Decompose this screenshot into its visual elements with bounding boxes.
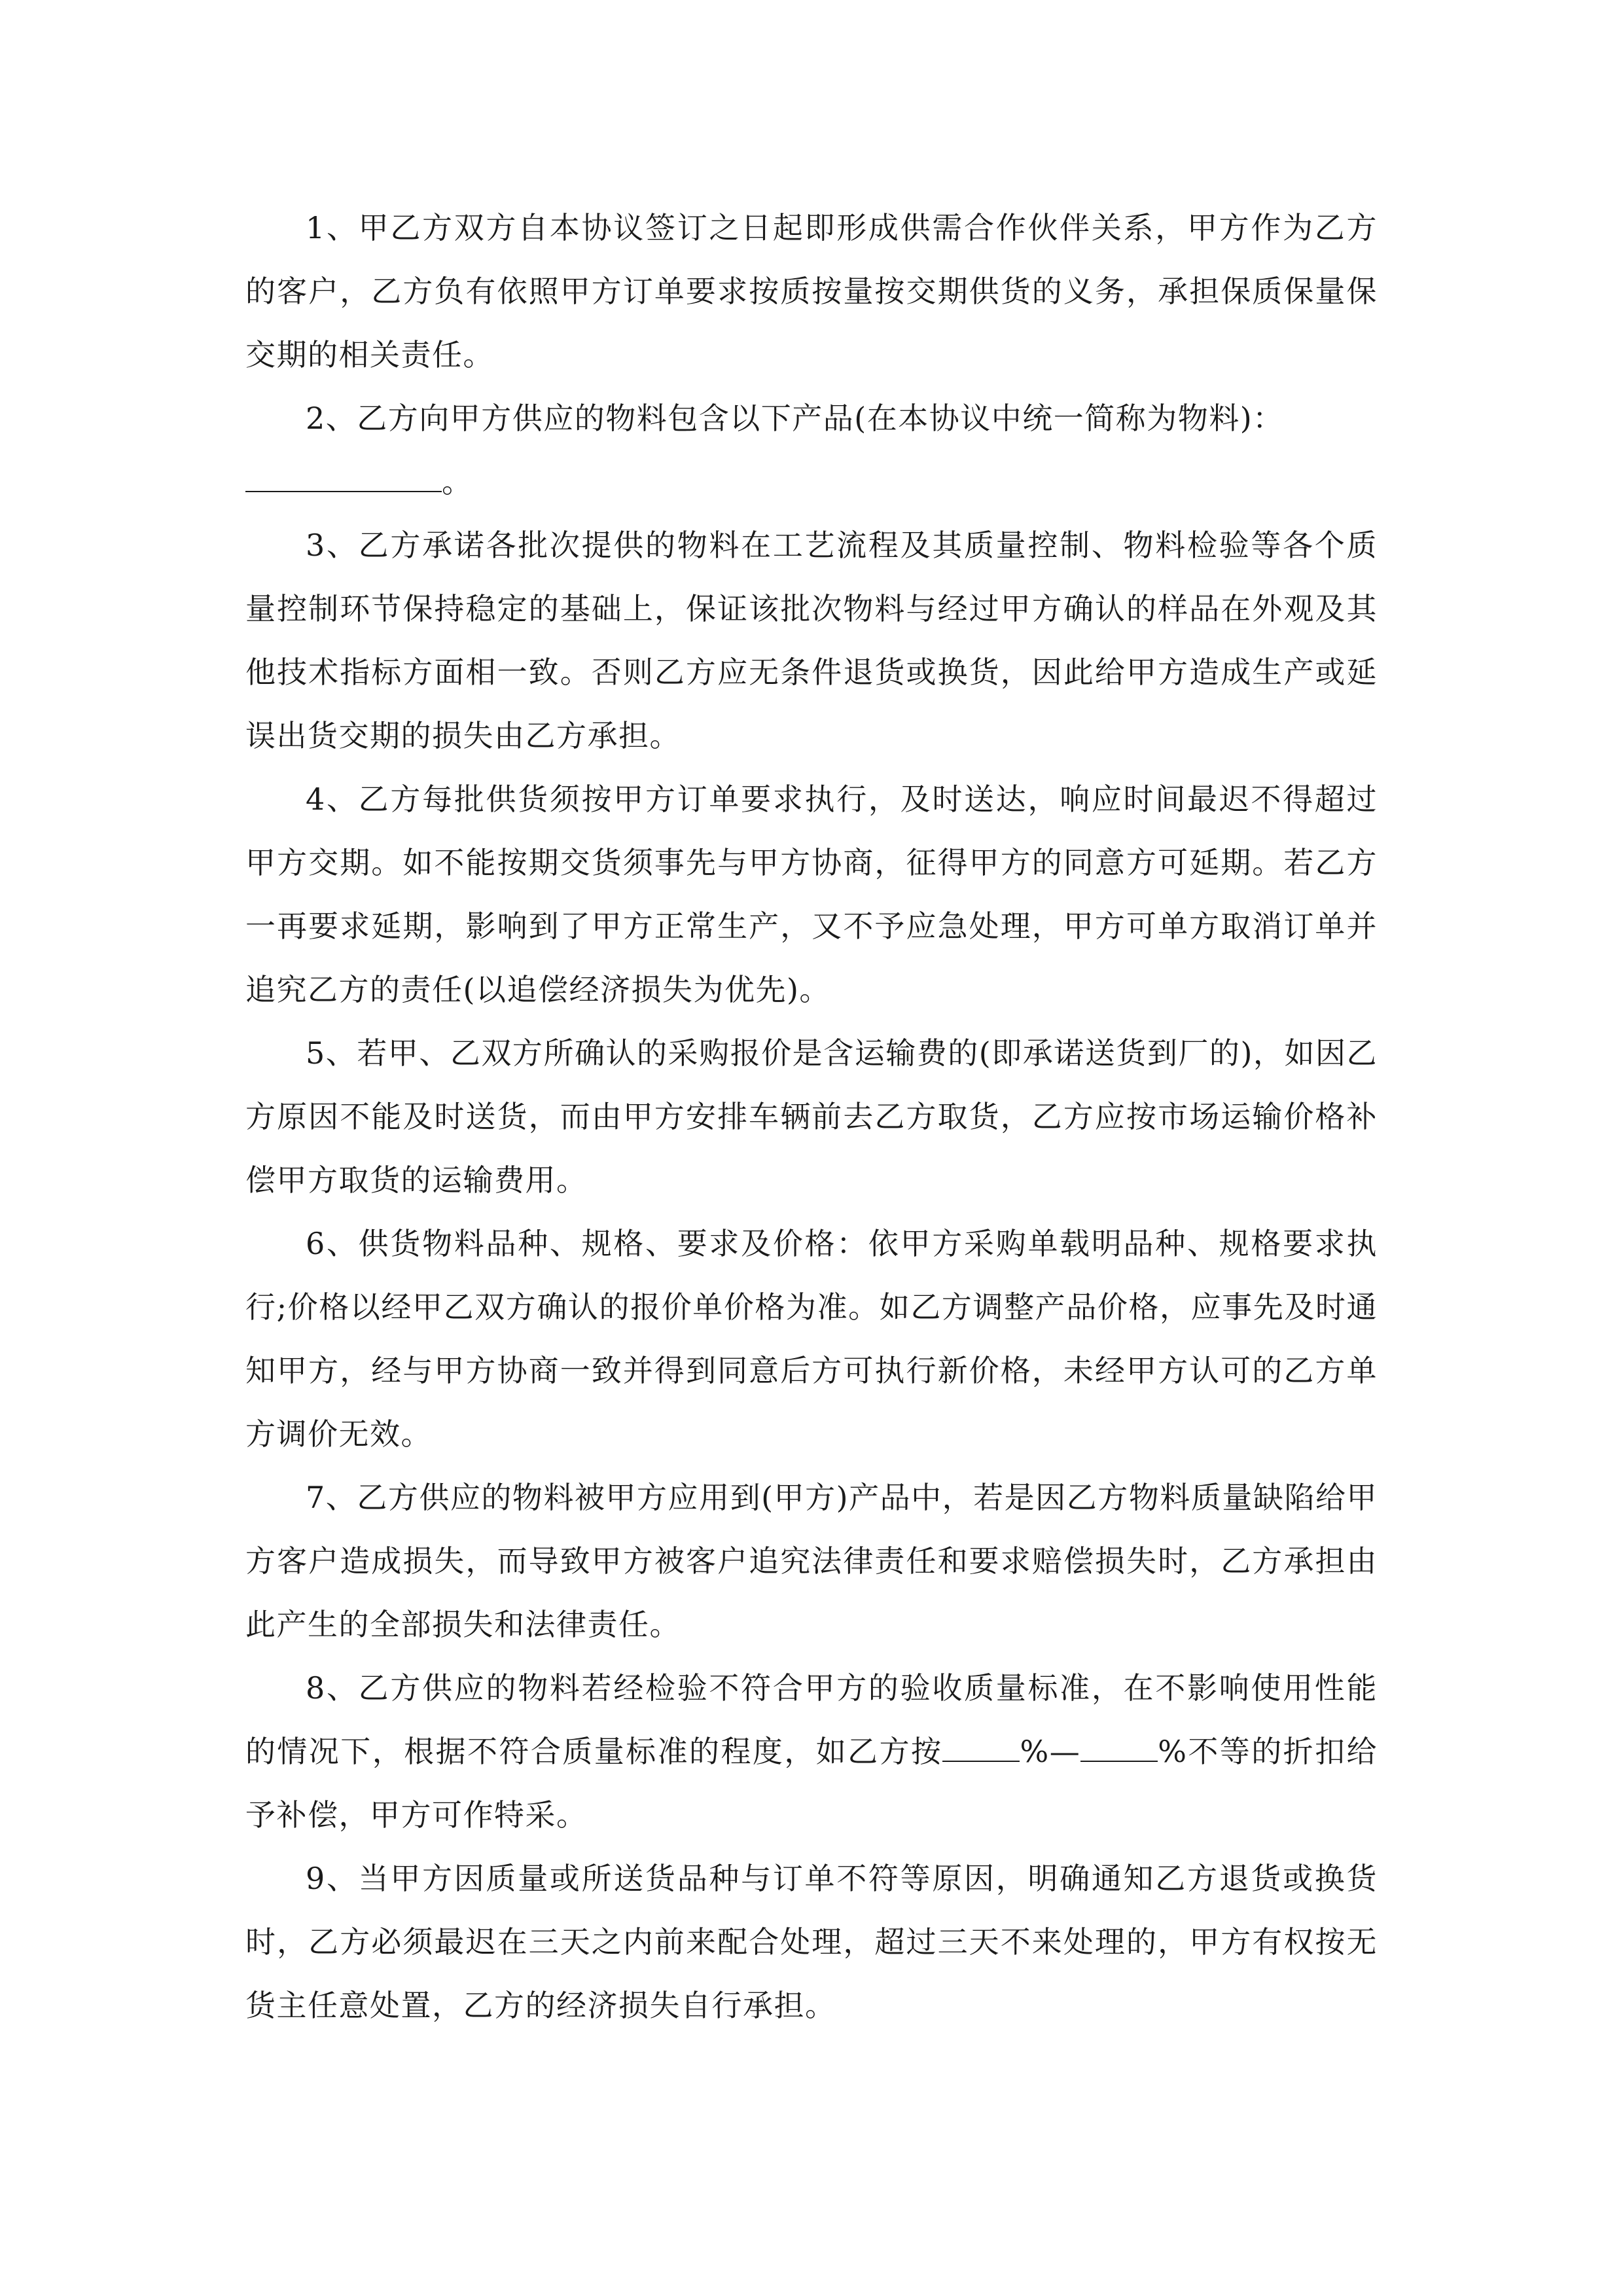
clause-8-text-mid: %— — [1020, 1734, 1081, 1769]
discount-max-blank[interactable] — [1080, 1734, 1158, 1762]
discount-min-blank[interactable] — [942, 1734, 1020, 1762]
clause-4-text: 4、乙方每批供货须按甲方订单要求执行，及时送达，响应时间最迟不得超过甲方交期。如不能按期交货须事先与甲方协商，征得甲方的同意方可延期。若乙方一再要求延期，影响到了甲方正常生产，又不予应急处理，甲方可单方取消订单并追究乙方的责任(以追偿经济损失为优先)。 — [245, 781, 1378, 1007]
clause-7 — [245, 1466, 1378, 1657]
clause-9-text: 9、当甲方因质量或所送货品种与订单不符等原因，明确通知乙方退货或换货时，乙方必须最迟在三天之内前来配合处理，超过三天不来处理的，甲方有权按无货主任意处置，乙方的经济损失自行承担。 — [245, 1861, 1378, 2023]
clause-6-text: 6、供货物料品种、规格、要求及价格：依甲方采购单载明品种、规格要求执行;价格以经甲乙双方确认的报价单价格为准。如乙方调整产品价格，应事先及时通知甲方，经与甲方协商一致并得到同意后方可执行新价格，未经甲方认可的乙方单方调价无效。 — [245, 1226, 1378, 1452]
clause-8 — [245, 1657, 1378, 1847]
clause-2 — [245, 387, 1378, 450]
clause-8-text-before: 8、乙方供应的物料若经检验不符合甲方的验收质量标准，在不影响使用性能的情况下，根据不符合质量标准的程度，如乙方按 — [245, 1670, 1378, 1769]
product-list-blank[interactable] — [245, 465, 442, 492]
clause-3-text: 3、乙方承诺各批次提供的物料在工艺流程及其质量控制、物料检验等各个质量控制环节保持稳定的基础上，保证该批次物料与经过甲方确认的样品在外观及其他技术指标方面相一致。否则乙方应无条件退货或换货，因此给甲方造成生产或延误出货交期的损失由乙方承担。 — [245, 528, 1378, 753]
clause-2-tail: 。 — [442, 464, 473, 499]
clause-8-text-after: %不等的折扣给予补偿，甲方可作特采。 — [245, 1734, 1378, 1833]
clause-7-text: 7、乙方供应的物料被甲方应用到(甲方)产品中，若是因乙方物料质量缺陷给甲方客户造成损失，而导致甲方被客户追究法律责任和要求赔偿损失时，乙方承担由此产生的全部损失和法律责任。 — [245, 1480, 1378, 1642]
document-body — [245, 196, 1378, 2037]
clause-1-text: 1、甲乙方双方自本协议签订之日起即形成供需合作伙伴关系，甲方作为乙方的客户，乙方负有依照甲方订单要求按质按量按交期供货的义务，承担保质保量保交期的相关责任。 — [245, 210, 1378, 372]
clause-4 — [245, 768, 1378, 1022]
clause-2-text: 2、乙方向甲方供应的物料包含以下产品(在本协议中统一简称为物料)： — [306, 401, 1284, 436]
clause-6 — [245, 1212, 1378, 1466]
clause-3 — [245, 514, 1378, 768]
clause-1 — [245, 196, 1378, 387]
clause-2-blank-line — [245, 450, 1378, 514]
clause-5-text: 5、若甲、乙双方所确认的采购报价是含运输费的(即承诺送货到厂的)，如因乙方原因不能及时送货，而由甲方安排车辆前去乙方取货，乙方应按市场运输价格补偿甲方取货的运输费用。 — [245, 1035, 1378, 1198]
clause-9 — [245, 1847, 1378, 2037]
clause-5 — [245, 1022, 1378, 1212]
